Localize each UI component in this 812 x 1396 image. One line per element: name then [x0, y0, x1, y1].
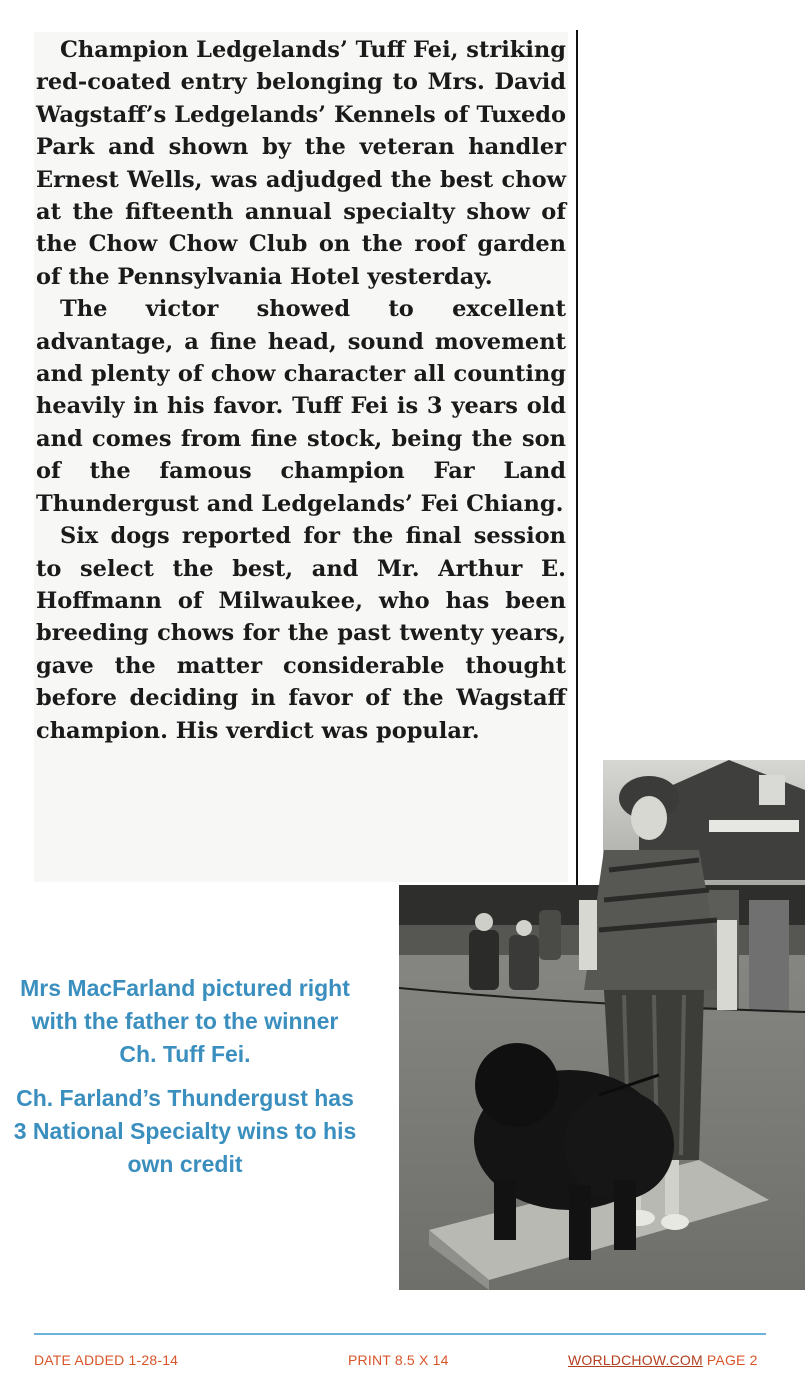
footer-divider: [34, 1333, 766, 1335]
caption-thundergust: Ch. Farland’s Thundergust has 3 National Specialty wins to his own credit: [13, 1085, 357, 1177]
caption-macfarland: Mrs MacFarland pictured right with the father to the winner Ch. Tuff Fei.: [20, 975, 350, 1067]
historic-photo: [399, 760, 805, 1290]
article-paragraph-3: Six dogs reported for the final session to select the best, and Mr. Arthur E. Hoffmann of Milwaukee, who has been breeding chows for the past twenty years, gave the matter considerable thought before deciding in favor of the Wagstaff champion. His verdict was popular.: [36, 523, 566, 744]
site-link[interactable]: WORLDCHOW.COM: [568, 1352, 703, 1368]
column-rule: [576, 30, 578, 885]
footer-page-info: [568, 1352, 758, 1368]
page-number: PAGE 2: [706, 1352, 758, 1368]
date-added: DATE ADDED 1-28-14: [34, 1352, 179, 1368]
print-size: PRINT 8.5 X 14: [348, 1352, 449, 1368]
article-text: [36, 34, 566, 747]
woman-with-chow-photo: [399, 760, 805, 1290]
article-paragraph-1: Champion Ledgelands’ Tuff Fei, striking red-coated entry belonging to Mrs. David Wagstaff’s Ledgelands’ Kennels of Tuxedo Park and shown by the veteran handler Ernest Wells, was adjudged the best chow at the fifteenth annual specialty show of the Chow Chow Club on the roof garden of the Pennsylvania Hotel yesterday.: [36, 37, 566, 290]
article-paragraph-2: The victor showed to excellent advantage, a fine head, sound movement and plenty of chow character all counting heavily in his favor. Tuff Fei is 3 years old and comes from fine stock, being the son of the famous champion Far Land Thundergust and Ledgelands’ Fei Chiang.: [36, 296, 566, 517]
